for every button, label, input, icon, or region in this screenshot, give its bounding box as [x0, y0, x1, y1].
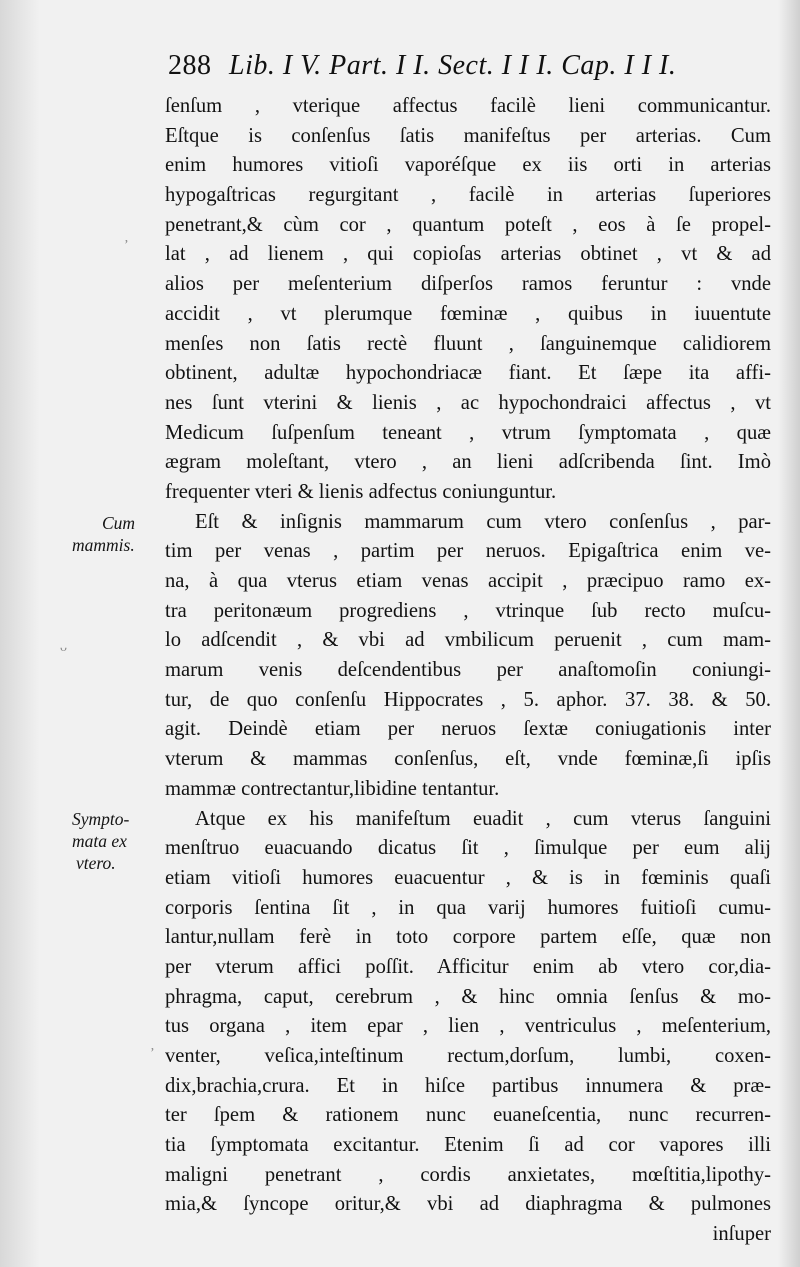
running-title: Lib. I V. Part. I I. Sect. I I I. Cap. I I I.: [229, 50, 677, 81]
text-line: maligni penetrant , cordis anxietates, mœſtitia,lipothy-: [165, 1163, 771, 1186]
text-line: lantur,nullam ferè in toto corpore partem eſſe, quæ non: [165, 926, 771, 949]
running-header: [168, 50, 768, 92]
text-line: mia,& ſyncope oritur,& vbi ad diaphragma & pulmones: [165, 1193, 771, 1216]
text-line: alios per meſenterium diſperſos ramos feruntur : vnde: [165, 273, 771, 296]
text-line: tus organa , item epar , lien , ventriculus , meſenterium,: [165, 1015, 771, 1038]
catchword: inſuper: [712, 1223, 771, 1246]
text-line: per vterum affici poſſit. Afficitur enim ab vtero cor,dia-: [165, 955, 771, 978]
text-line: mammæ contrectantur,libidine tentantur.: [165, 777, 500, 800]
sidenote-line: mata ex: [72, 831, 127, 851]
page-number: 288: [168, 50, 212, 81]
body-text: [165, 92, 771, 1250]
text-line: frequenter vteri & lienis adfectus coniunguntur.: [165, 480, 557, 503]
text-line: corporis ſentina ſit , in qua varij humores fuitioſi cumu-: [165, 896, 771, 919]
text-line: agit. Deindè etiam per neruos ſextæ coniugationis inter: [165, 718, 771, 741]
text-line: tra peritonæum progrediens , vtrinque ſub recto muſcu-: [165, 599, 771, 622]
text-line: ter ſpem & rationem nunc euaneſcentia, nunc recurren-: [165, 1104, 771, 1127]
text-line: tim per venas , partim per neruos. Epigaſtrica enim ve-: [165, 540, 771, 563]
text-line: hypogaſtricas regurgitant , facilè in arterias ſuperiores: [165, 184, 771, 207]
text-line: etiam vitioſi humores euacuentur , & is in fœminis quaſi: [165, 866, 771, 889]
text-line: venter, veſica,inteſtinum rectum,dorſum, lumbi, coxen-: [165, 1045, 771, 1067]
text-line: dix,brachia,crura. Et in hiſce partibus innumera & præ-: [165, 1074, 771, 1097]
text-line: Eſtque is conſenſus ſatis manifeſtus per arterias. Cum: [165, 124, 771, 147]
text-line: phragma, caput, cerebrum , & hinc omnia ſenſus & mo-: [165, 985, 771, 1008]
sidenote-cum-mammis: [72, 512, 135, 556]
text-line: ſenſum , vterique affectus facilè lieni communicantur.: [165, 95, 771, 117]
text-line: Medicum ſuſpenſum teneant , vtrum ſymptomata , quæ: [165, 421, 771, 444]
text-line: menſes non ſatis rectè fluunt , ſanguinemque calidiorem: [165, 332, 771, 355]
sidenote-line: vtero.: [76, 853, 116, 873]
sidenote-line: mammis.: [72, 535, 135, 555]
paper-speck: ʼ: [150, 1046, 155, 1061]
text-line: enim humores vitioſi vaporéſque ex iis orti in arterias: [165, 154, 771, 177]
text-line: Atque ex his manifeſtum euadit , cum vterus ſanguini: [195, 807, 771, 830]
text-line: obtinent, adultæ hypochondriacæ fiant. Et ſæpe ita affi-: [165, 362, 771, 385]
sidenote-symptomata-ex-vtero: [72, 808, 129, 874]
sidenote-line: Sympto-: [72, 809, 130, 829]
paper-speck: ᴗ: [60, 640, 67, 655]
text-line: lat , ad lienem , qui copioſas arterias obtinet , vt & ad: [165, 243, 771, 266]
text-line: penetrant,& cùm cor , quantum poteſt , eos à ſe propel-: [165, 213, 771, 236]
text-line: lo adſcendit , & vbi ad vmbilicum peruenit , cum mam-: [165, 629, 771, 652]
text-line: tur, de quo conſenſu Hippocrates , 5. aphor. 37. 38. & 50.: [165, 688, 771, 711]
text-line: ægram moleſtant, vtero , an lieni adſcribenda ſint. Imò: [165, 451, 771, 474]
paper-speck: ʼ: [124, 238, 129, 253]
text-line: marum venis deſcendentibus per anaſtomoſin coniungi-: [165, 659, 771, 682]
text-line: Eſt & inſignis mammarum cum vtero conſenſus , par-: [195, 510, 771, 533]
text-line: tia ſymptomata excitantur. Etenim ſi ad cor vapores illi: [165, 1134, 771, 1157]
text-line: menſtruo euacuando dicatus ſit , ſimulque per eum alij: [165, 837, 771, 860]
text-line: nes ſunt vterini & lienis , ac hypochondraici affectus , vt: [165, 391, 771, 414]
text-line: vterum & mammas conſenſus, eſt, vnde fœminæ,ſi ipſis: [165, 748, 771, 771]
text-line: accidit , vt plerumque fœminæ , quibus in iuuentute: [165, 302, 771, 325]
text-line: na, à qua vterus etiam venas accipit , præcipuo ramo ex-: [165, 570, 771, 592]
sidenote-line: Cum: [102, 513, 136, 533]
